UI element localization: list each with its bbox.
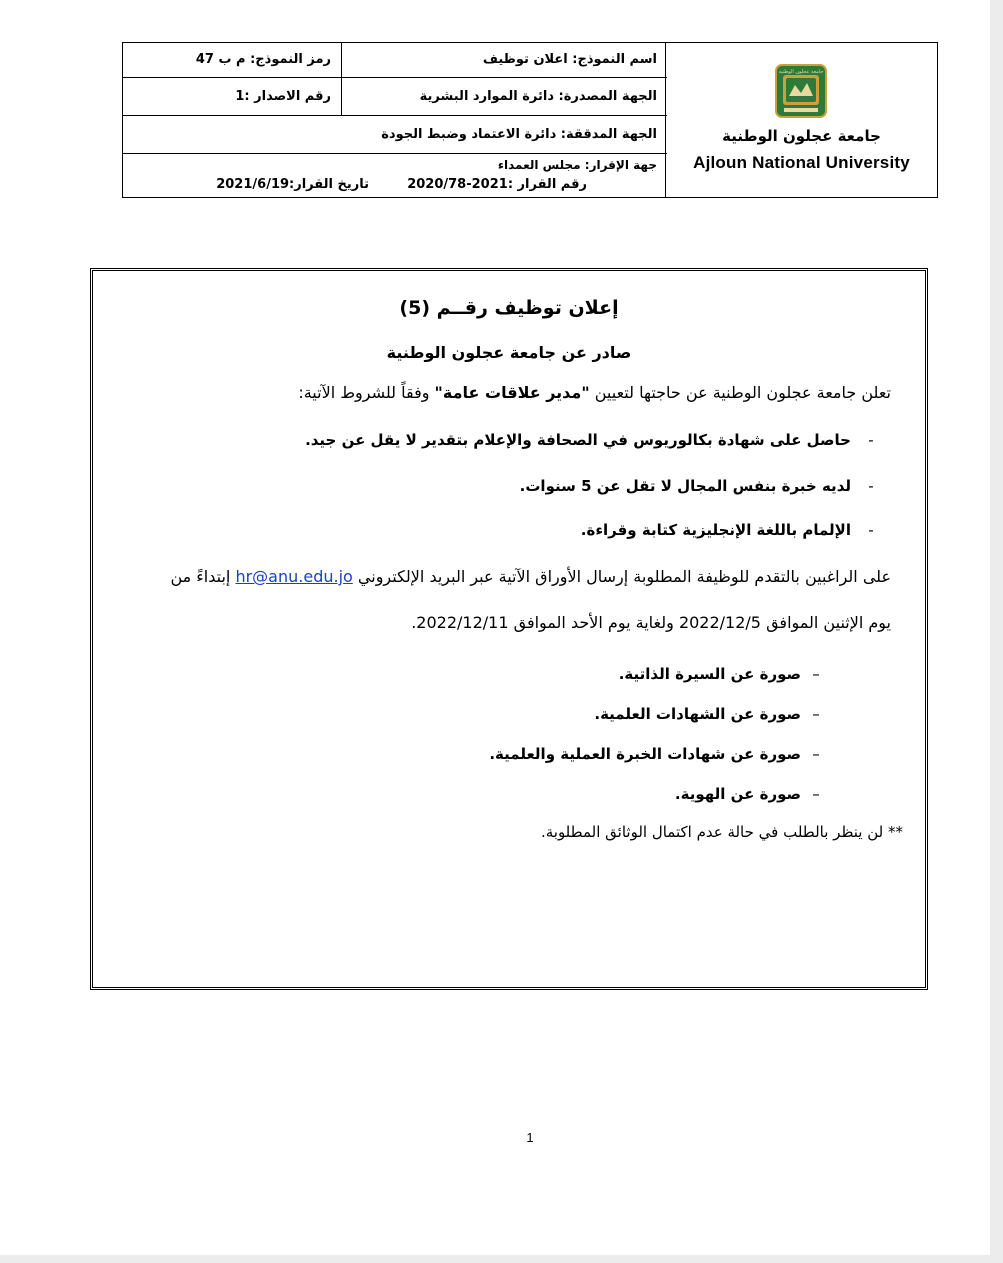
auditing-department: الجهة المدققة: دائرة الاعتماد وضبط الجودة	[381, 127, 657, 142]
document-item	[489, 745, 831, 763]
form-code: رمز النموذج: م ب 47	[195, 52, 331, 67]
email-link[interactable]: hr@anu.edu.jo	[235, 567, 353, 586]
university-logo-cell	[665, 43, 937, 197]
bullet-dash: –	[812, 665, 820, 683]
bullet-dash: -	[868, 521, 874, 539]
condition-item	[305, 431, 891, 449]
condition-item	[581, 521, 891, 539]
document-text: صورة عن الهوية.	[674, 785, 801, 803]
document-item	[594, 705, 831, 723]
bullet-dash: –	[812, 705, 820, 723]
logo-caption: جامعة عجلون الوطنية	[778, 69, 824, 75]
footnote: ** لن ينظر بالطلب في حالة عدم اكتمال الوثائق المطلوبة.	[540, 823, 903, 841]
bullet-dash: -	[868, 431, 874, 449]
document-item	[619, 665, 831, 683]
approval-body: جهة الإقرار: مجلس العمداء	[497, 158, 657, 172]
application-text-end: إبتداءً من	[170, 567, 236, 586]
issuing-department: الجهة المصدرة: دائرة الموارد البشرية	[419, 89, 657, 104]
university-logo	[774, 63, 828, 119]
decision-number: رقم القرار :2021-2020/78	[407, 177, 587, 192]
decision-date: تاريخ القرار:2021/6/19	[216, 177, 369, 192]
bullet-dash: -	[868, 477, 874, 495]
announcement-subtitle: صادر عن جامعة عجلون الوطنية	[386, 343, 632, 362]
condition-text: حاصل على شهادة بكالوريوس في الصحافة والإعلام بتقدير لا يقل عن جيد.	[305, 431, 851, 449]
bullet-dash: –	[812, 785, 820, 803]
application-dates: يوم الإثنين الموافق 2022/12/5 ولغاية يوم الأحد الموافق 2022/12/11.	[411, 613, 891, 632]
bullet-dash: –	[812, 745, 820, 763]
announcement-title: إعلان توظيف رقــم (5)	[399, 297, 619, 319]
document-text: صورة عن شهادات الخبرة العملية والعلمية.	[489, 745, 801, 763]
position-title: "مدير علاقات عامة"	[434, 383, 590, 402]
announcement-box	[90, 268, 928, 990]
application-instructions	[101, 567, 891, 586]
page-number: 1	[526, 1130, 534, 1145]
document-text: صورة عن السيرة الذاتية.	[618, 665, 801, 683]
condition-text: الإلمام باللغة الإنجليزية كتابة وقراءة.	[580, 521, 851, 539]
application-text: على الراغبين بالتقدم للوظيفة المطلوبة إرسال الأوراق الآتية عبر البريد الإلكتروني	[352, 567, 891, 586]
condition-item	[520, 477, 891, 495]
intro-text: تعلن جامعة عجلون الوطنية عن حاجتها لتعيين	[589, 383, 891, 402]
intro-text-end: وفقاً للشروط الآتية:	[298, 383, 435, 402]
university-name-arabic: جامعة عجلون الوطنية	[722, 127, 881, 145]
form-header-table	[122, 42, 938, 198]
intro-paragraph	[298, 383, 891, 402]
university-name-english: Ajloun National University	[693, 153, 910, 172]
document-item	[675, 785, 831, 803]
form-name: اسم النموذج: اعلان توظيف	[482, 52, 657, 67]
version-number: رقم الاصدار :1	[235, 89, 331, 104]
condition-text: لديه خبرة بنفس المجال لا تقل عن 5 سنوات.	[519, 477, 851, 495]
document-text: صورة عن الشهادات العلمية.	[594, 705, 801, 723]
